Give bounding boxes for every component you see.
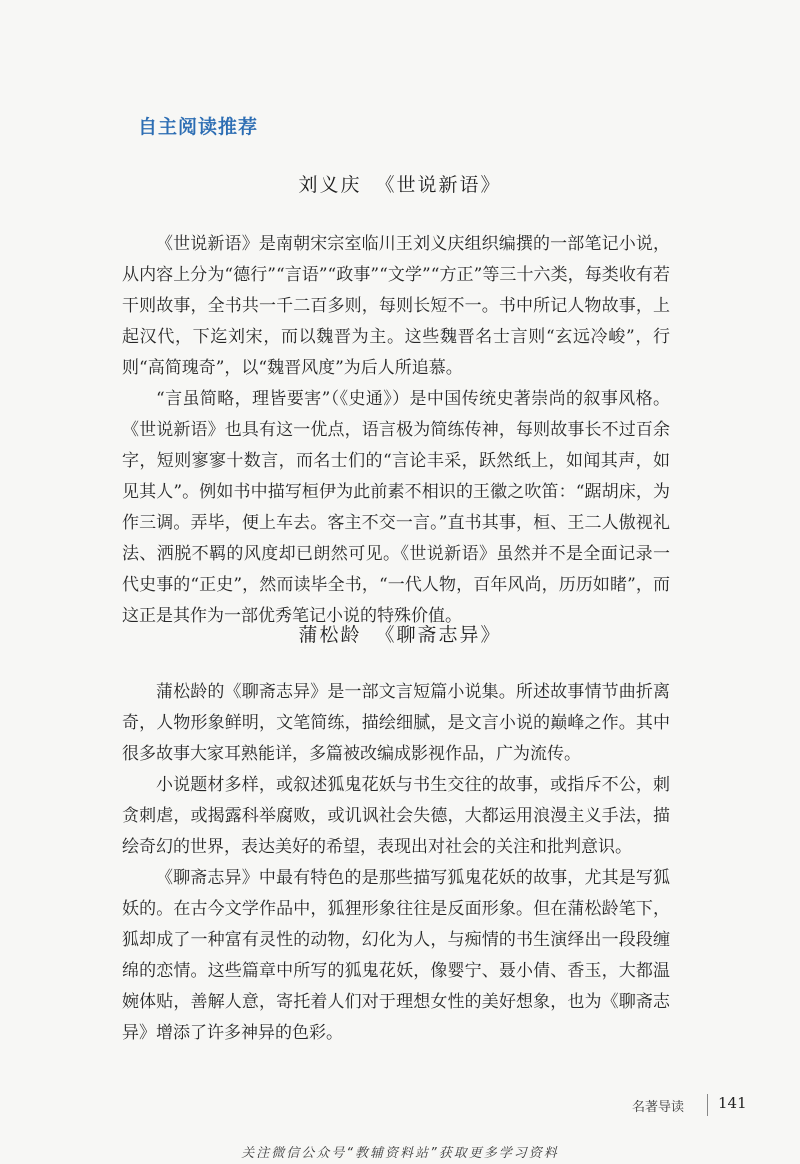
footer-divider: [707, 1094, 708, 1116]
section-label: 自主阅读推荐: [138, 116, 259, 138]
paragraph: 《世说新语》是南朝宋宗室临川王刘义庆组织编撰的一部笔记小说，从内容上分为“德行”“言语”“政事”“文学”“方正”等三十六类，每类收有若干则故事，全书共一千二百多则，每则长短不一。书中所记人物故事，上起汉代，下迄刘宋，而以魏晋为主。这些魏晋名士言则“玄远冷峻”，行则“高简瑰奇”，以“魏晋风度”为后人所追慕。: [122, 234, 670, 378]
book-title-shishuo: [0, 170, 800, 197]
paragraph: 《聊斋志异》中最有特色的是那些描写狐鬼花妖的故事，尤其是写狐妖的。在古今文学作品中，狐狸形象往往是反面形象。但在蒲松龄笔下，狐却成了一种富有灵性的动物，幻化为人，与痴情的书生演绎出一段段缠绵的恋情。这些篇章中所写的狐鬼花妖，像婴宁、聂小倩、香玉，大都温婉体贴，善解人意，寄托着人们对于理想女性的美好想象，也为《聊斋志异》增添了许多神异的色彩。: [122, 868, 670, 1043]
book-title-liaozhai: [0, 620, 800, 647]
book-author: 刘义庆: [298, 174, 362, 196]
watermark-text: 关注微信公众号“教辅资料站”获取更多学习资料: [241, 1146, 559, 1161]
paragraph: 蒲松龄的《聊斋志异》是一部文言短篇小说集。所述故事情节曲折离奇，人物形象鲜明，文笔简练，描绘细腻，是文言小说的巅峰之作。其中很多故事大家耳熟能详，多篇被改编成影视作品，广为流传。: [122, 682, 670, 764]
book-intro-shishuo: [122, 229, 670, 632]
book-intro-liaozhai: [122, 677, 670, 1049]
book-name: 《聊斋志异》: [375, 624, 502, 646]
running-footer-label: 名著导读: [632, 1100, 685, 1115]
page-number: 141: [718, 1094, 747, 1112]
book-name: 《世说新语》: [375, 174, 502, 196]
book-author: 蒲松龄: [298, 624, 362, 646]
paragraph: 小说题材多样，或叙述狐鬼花妖与书生交往的故事，或指斥不公，刺贪刺虐，或揭露科举腐败，或讥讽社会失德，大都运用浪漫主义手法，描绘奇幻的世界，表达美好的希望，表现出对社会的关注和批判意识。: [122, 775, 670, 857]
paragraph: “言虽简略，理皆要害”（《史通》）是中国传统史著崇尚的叙事风格。《世说新语》也具有这一优点，语言极为简练传神，每则故事长不过百余字，短则寥寥十数言，而名士们的“言论丰采，跃然纸上，如闻其声，如见其人”。例如书中描写桓伊为此前素不相识的王徽之吹笛：“踞胡床，为作三调。弄毕，便上车去。客主不交一言。”直书其事，桓、王二人傲视礼法、洒脱不羁的风度却已朗然可见。《世说新语》虽然并不是全面记录一代史事的“正史”，然而读毕全书，“一代人物，百年风尚，历历如睹”，而这正是其作为一部优秀笔记小说的特殊价值。: [122, 389, 670, 626]
